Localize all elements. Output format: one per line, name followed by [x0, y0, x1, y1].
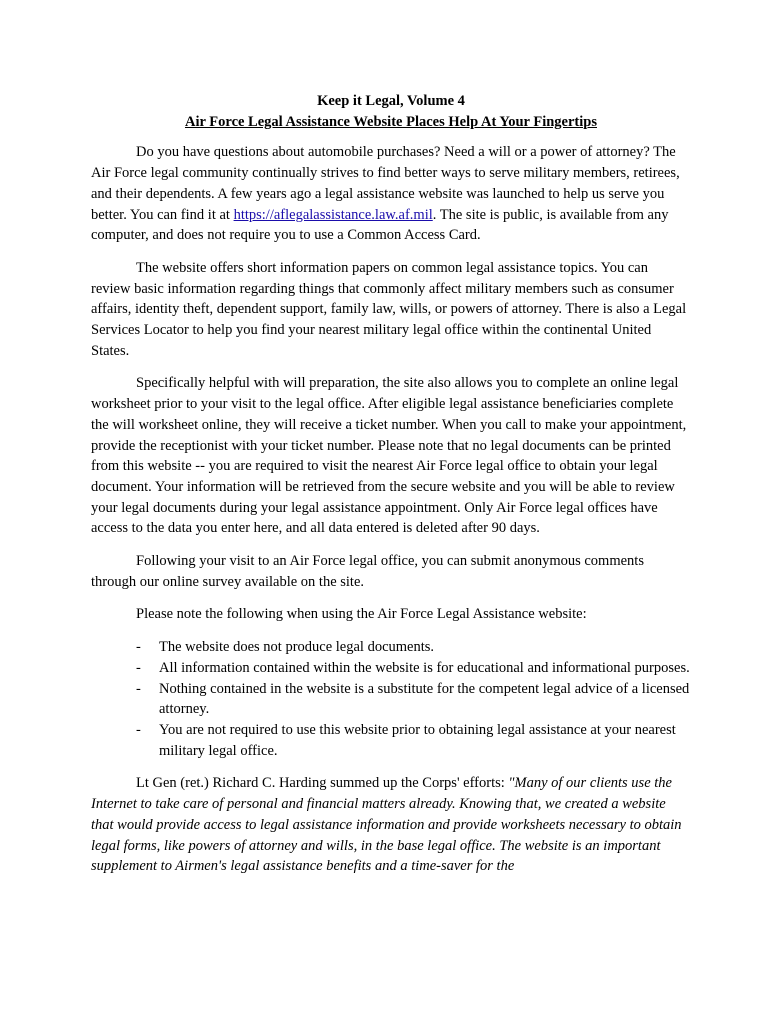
paragraph-survey: Following your visit to an Air Force legal office, you can submit anonymous comments through our online survey available on the site.	[91, 553, 644, 590]
legal-assistance-link[interactable]: https://aflegalassistance.law.af.mil	[233, 206, 433, 223]
document-subtitle: Air Force Legal Assistance Website Places Help At Your Fingertips	[184, 113, 597, 130]
document-body	[91, 91, 691, 889]
paragraph-intro	[91, 142, 691, 246]
dash-marker: -	[136, 639, 141, 656]
dash-marker: -	[136, 680, 141, 697]
paragraph-website-offers: The website offers short information papers on common legal assistance topics. You can review basic information regarding things that commonly affect military members such as consumer affairs, identity theft, dependent support, family law, wills, or powers of attorney. There is also a Legal Services Locator to help you find your nearest military legal office within the continental United States.	[91, 259, 687, 359]
list-item-text: All information contained within the website is for educational and informational purposes.	[159, 659, 690, 676]
list-item	[91, 679, 691, 720]
quote-text: "Many of our clients use the Internet to take care of personal and financial matters already. Knowing that, we created a website that would provide access to legal assistance information and provide worksheets necessary to obtain legal forms, like powers of attorney and wills, in the base legal office. The website is an important supplement to Airmen's legal assistance benefits and a time-saver for the	[91, 775, 682, 875]
notes-list	[91, 637, 691, 761]
list-item	[91, 720, 691, 761]
paragraph-intro-tail: . The site is public, is available from any computer, and does not require you to use a Common Access Card.	[91, 206, 669, 244]
paragraph-quote	[91, 773, 691, 877]
list-item	[91, 658, 691, 679]
paragraph-note-lead: Please note the following when using the Air Force Legal Assistance website:	[136, 606, 587, 623]
paragraph-will-preparation: Specifically helpful with will preparation, the site also allows you to complete an online legal worksheet prior to your visit to the legal office. After eligible legal assistance beneficiaries complete the will worksheet online, they will receive a ticket number. When you call to make your appointment, provide the receptionist with your ticket number. Please note that no legal documents can be printed from this website -- you are required to visit the nearest Air Force legal office to obtain your legal document. Your information will be retrieved from the secure website and you will be able to review your legal documents during your legal assistance appointment. Only Air Force legal offices have access to the data you enter here, and all data entered is deleted after 90 days.	[91, 375, 687, 537]
dash-marker: -	[136, 721, 141, 738]
list-item-text: Nothing contained in the website is a substitute for the competent legal advice of a licensed attorney.	[159, 680, 690, 718]
paragraph-intro-text: Do you have questions about automobile purchases? Need a will or a power of attorney? The Air Force legal community continually strives to find better ways to serve military members, retirees, and their dependents. A few years ago a legal assistance website was launched to help us serve you better. You can find it at	[91, 144, 680, 223]
quote-attribution: Lt Gen (ret.) Richard C. Harding summed up the Corps' efforts:	[136, 775, 509, 792]
dash-marker: -	[136, 659, 141, 676]
document-title: Keep it Legal, Volume 4	[317, 93, 465, 109]
list-item-text: The website does not produce legal documents.	[159, 639, 435, 656]
list-item-text: You are not required to use this website prior to obtaining legal assistance at your nearest military legal office.	[159, 721, 676, 759]
list-item	[91, 637, 691, 658]
